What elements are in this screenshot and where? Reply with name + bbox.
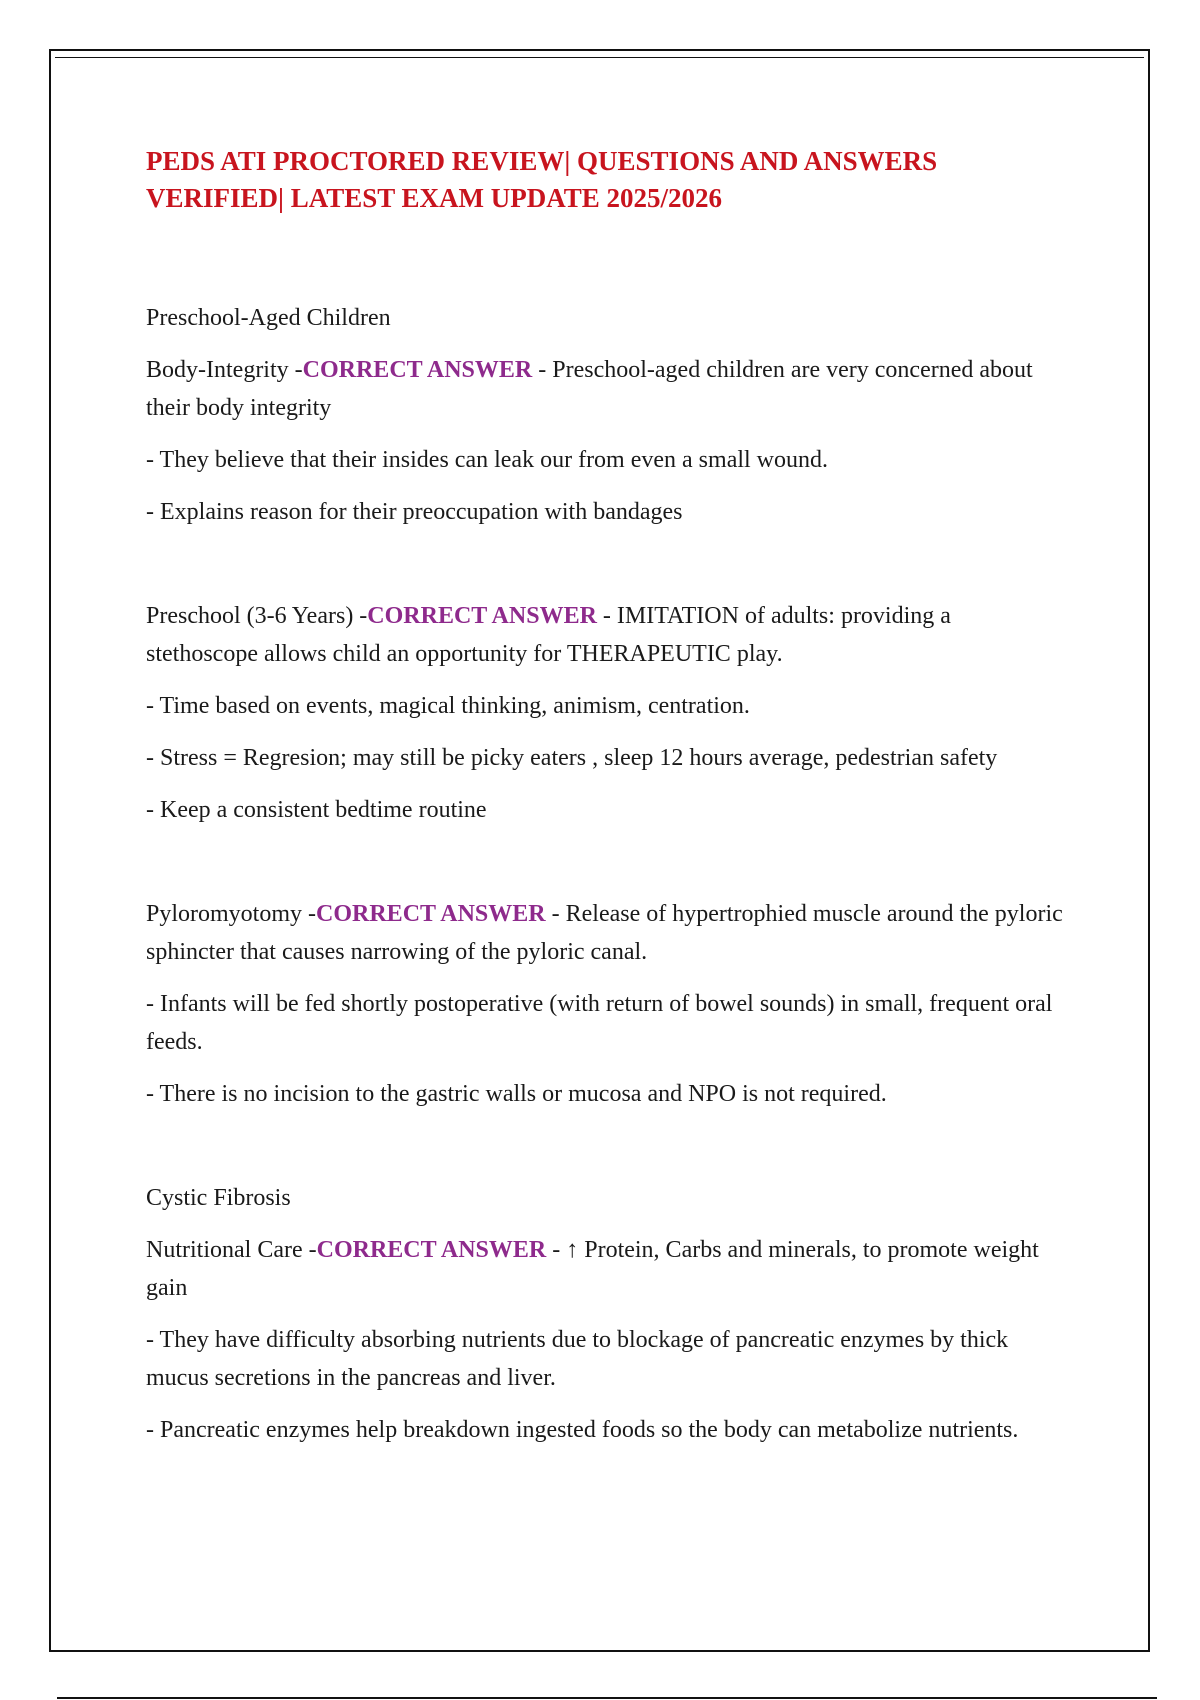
qa-entry xyxy=(146,1231,1066,1307)
qa-term: Nutritional Care - xyxy=(146,1237,317,1263)
title-line-1: PEDS ATI PROCTORED REVIEW| QUESTIONS AND ANSWERS xyxy=(146,146,938,176)
section-pyloromyotomy xyxy=(146,895,1066,1113)
page-top-rule xyxy=(55,57,1144,58)
section-preschool-3-6-years xyxy=(146,597,1066,829)
qa-entry xyxy=(146,597,1066,673)
qa-entry xyxy=(146,895,1066,971)
section-cystic-fibrosis xyxy=(146,1179,1066,1449)
section-heading: Cystic Fibrosis xyxy=(146,1185,291,1211)
qa-entry xyxy=(146,351,1066,427)
qa-term: Pyloromyotomy - xyxy=(146,901,317,927)
bullet-item: - They have difficulty absorbing nutrients due to blockage of pancreatic enzymes by thick mucus secretions in the pancreas and liver. xyxy=(146,1327,1009,1391)
bullet-item: - They believe that their insides can leak our from even a small wound. xyxy=(146,447,829,473)
qa-answer: - IMITATION of adults: providing a stethoscope allows child an opportunity for THERAPEUTIC play. xyxy=(146,603,951,667)
qa-answer: - Release of hypertrophied muscle around the pyloric sphincter that causes narrowing of the pyloric canal. xyxy=(146,901,1063,965)
qa-term: Preschool (3-6 Years) - xyxy=(146,603,368,629)
bullet-item: - Time based on events, magical thinking, animism, centration. xyxy=(146,693,750,719)
correct-answer-label: CORRECT ANSWER xyxy=(367,603,597,629)
bullet-item: - Pancreatic enzymes help breakdown ingested foods so the body can metabolize nutrients. xyxy=(146,1417,1019,1443)
qa-answer: - ↑ Protein, Carbs and minerals, to promote weight gain xyxy=(146,1237,1039,1301)
bullet-item: - Infants will be fed shortly postoperative (with return of bowel sounds) in small, frequent oral feeds. xyxy=(146,991,1053,1055)
title-line-2: VERIFIED| LATEST EXAM UPDATE 2025/2026 xyxy=(146,183,723,213)
bullet-item: - Stress = Regresion; may still be picky eaters , sleep 12 hours average, pedestrian safety xyxy=(146,745,998,771)
section-preschool-aged-children xyxy=(146,299,1066,531)
bullet-item: - There is no incision to the gastric walls or mucosa and NPO is not required. xyxy=(146,1081,887,1107)
correct-answer-label: CORRECT ANSWER xyxy=(316,901,546,927)
bullet-item: - Keep a consistent bedtime routine xyxy=(146,797,487,823)
page-bottom-rule xyxy=(57,1697,1157,1699)
qa-answer: - Preschool-aged children are very concerned about their body integrity xyxy=(146,357,1033,421)
section-heading: Preschool-Aged Children xyxy=(146,305,391,331)
bullet-item: - Explains reason for their preoccupation with bandages xyxy=(146,499,683,525)
correct-answer-label: CORRECT ANSWER xyxy=(302,357,533,383)
qa-term: Body-Integrity - xyxy=(146,357,303,383)
document-content xyxy=(146,143,1066,1515)
correct-answer-label: CORRECT ANSWER xyxy=(316,1237,547,1263)
document-title xyxy=(146,143,1066,217)
